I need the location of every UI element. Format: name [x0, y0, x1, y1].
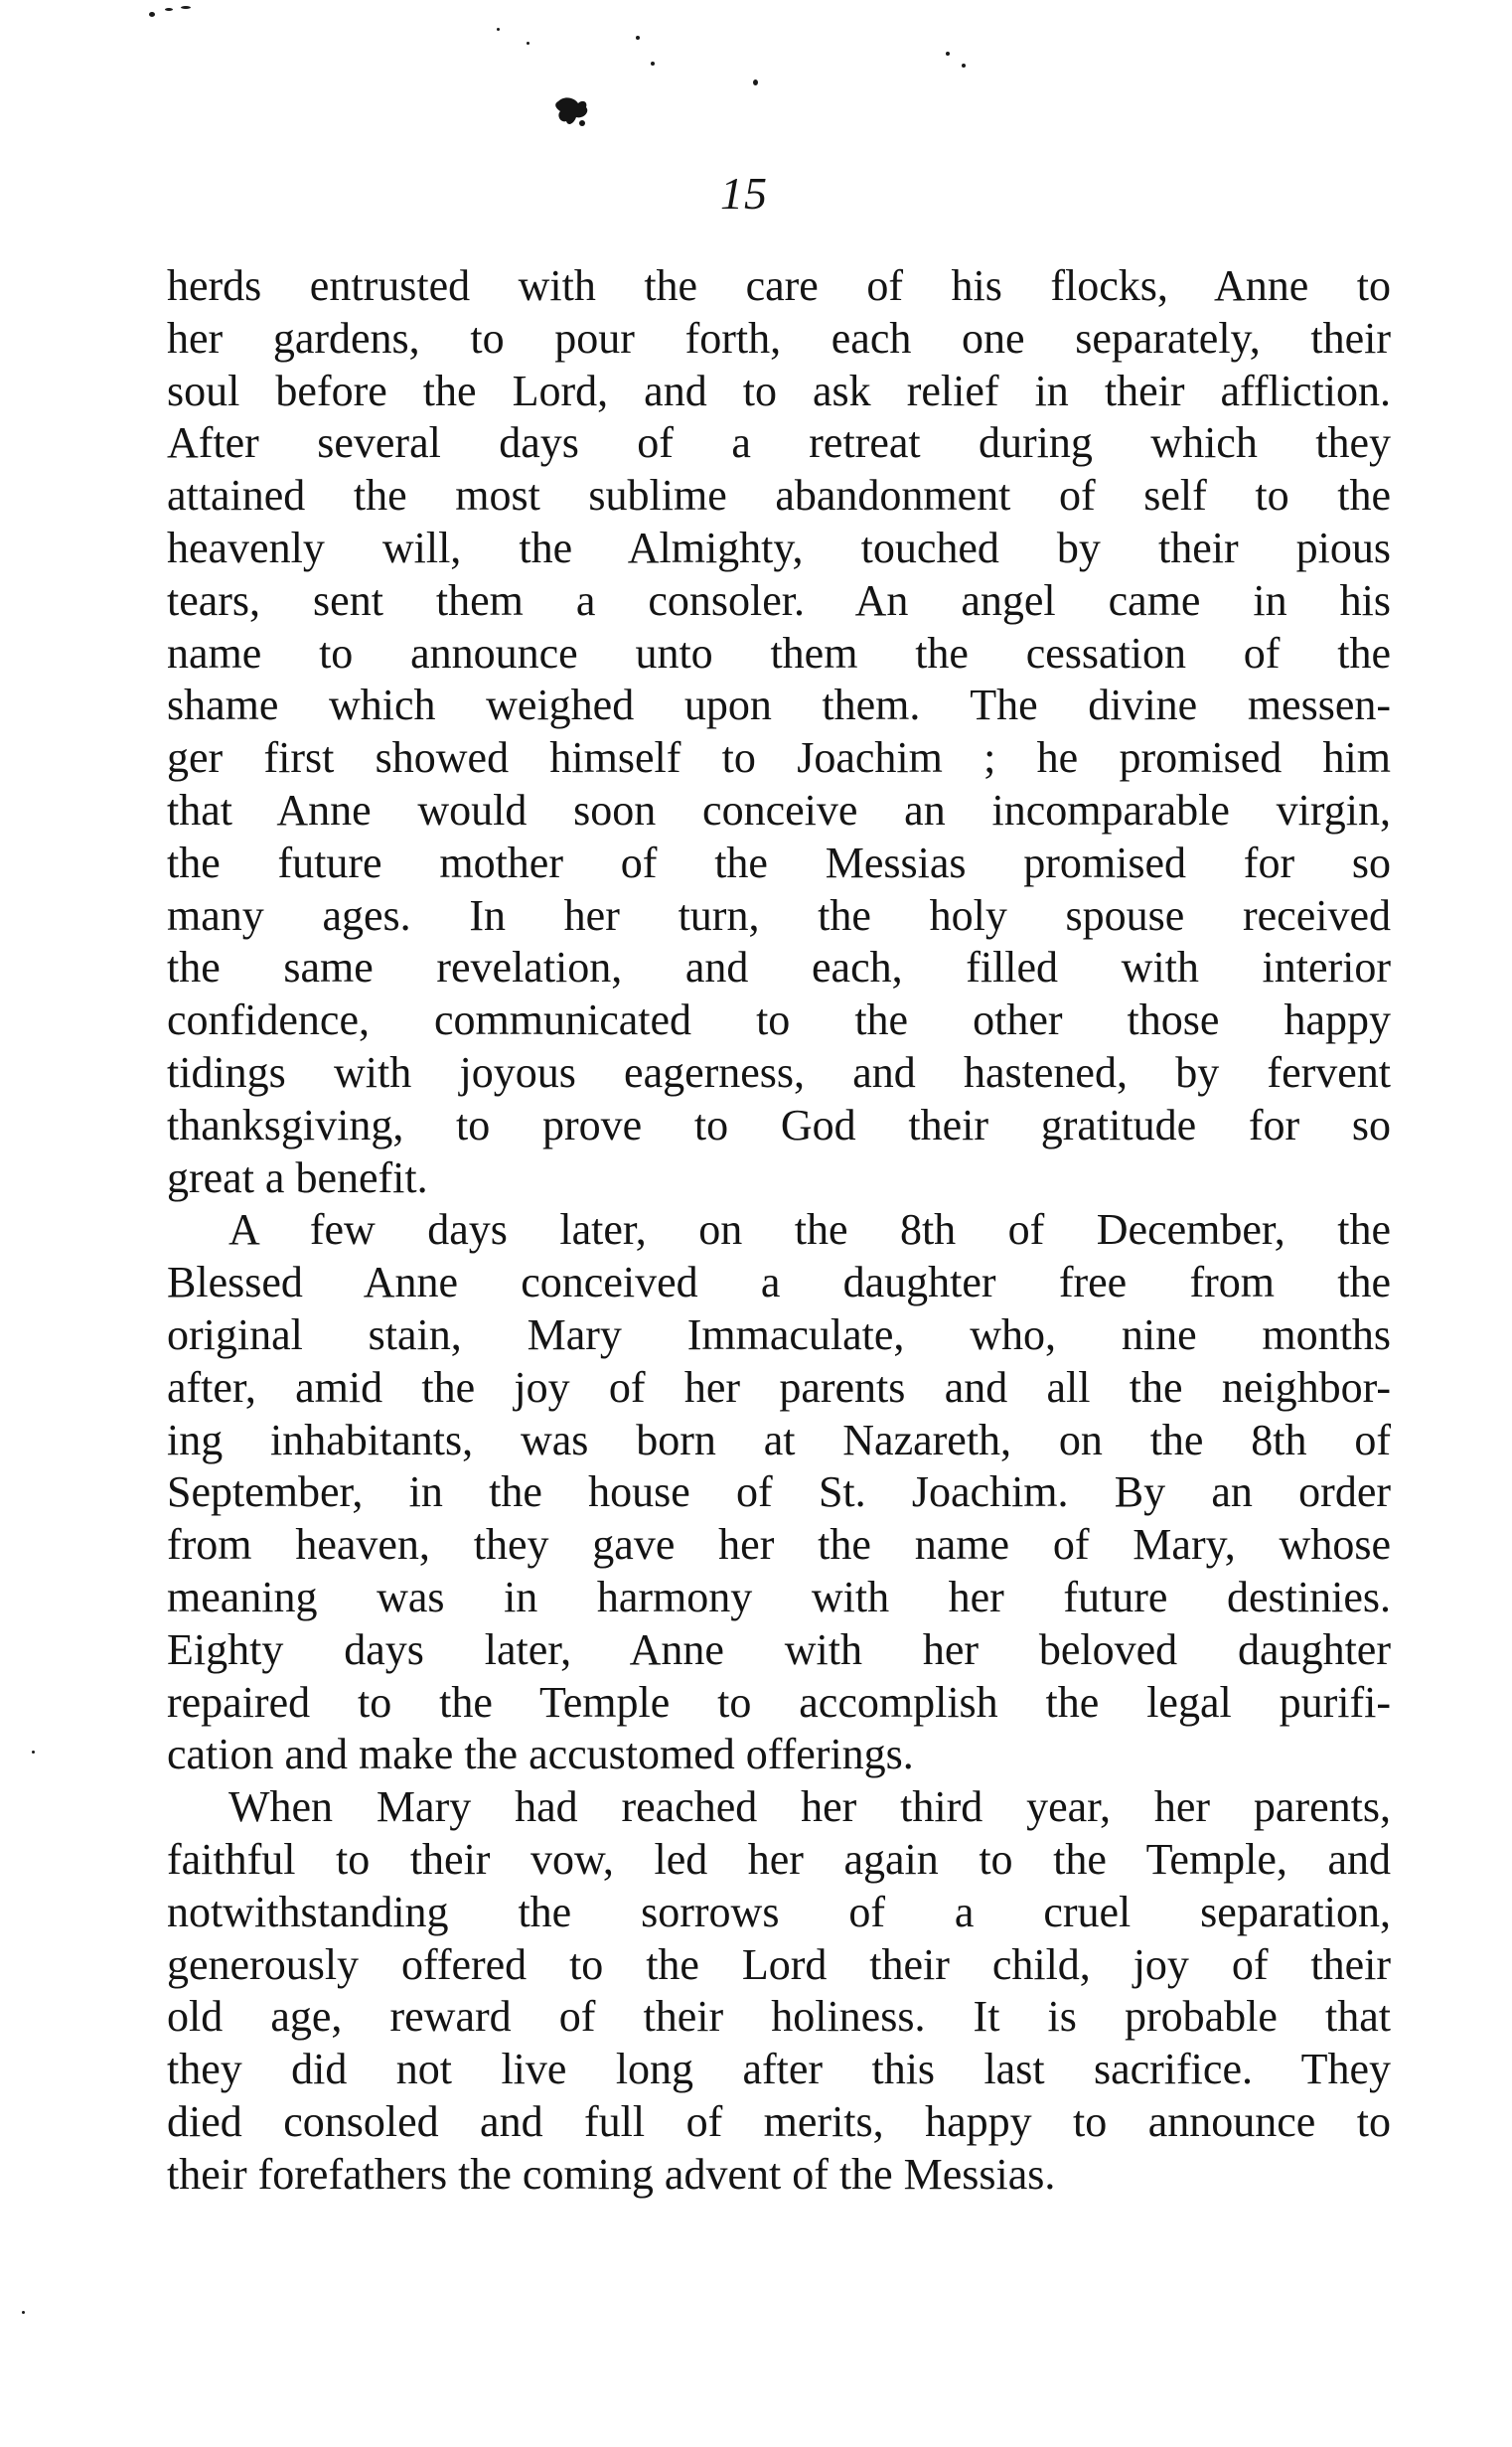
- scan-speck: [946, 52, 950, 56]
- scan-speck: [181, 6, 191, 9]
- text-line: herds entrusted with the care of his flocks, Anne to: [167, 261, 1391, 310]
- text-line: meaning was in harmony with her future destinies.: [167, 1572, 1391, 1621]
- text-line: tears, sent them a consoler. An angel came in his: [167, 575, 1391, 625]
- text-line: Blessed Anne conceived a daughter free from the: [167, 1258, 1391, 1307]
- text-line: Eighty days later, Anne with her beloved daughter: [167, 1624, 1391, 1674]
- text-line: When Mary had reached her third year, her parents,: [228, 1782, 1391, 1832]
- scan-speck: [22, 2311, 25, 2314]
- text-line: name to announce unto them the cessation of the: [167, 628, 1391, 678]
- text-line: they did not live long after this last sacrifice. They: [167, 2045, 1391, 2094]
- text-line: after, amid the joy of her parents and all the neighbor-: [167, 1362, 1391, 1412]
- text-line: ing inhabitants, was born at Nazareth, on the 8th of: [167, 1415, 1391, 1464]
- text-line: generously offered to the Lord their child, joy of their: [167, 1939, 1391, 1989]
- text-line: September, in the house of St. Joachim. By an order: [167, 1467, 1391, 1517]
- scan-speck: [165, 8, 173, 11]
- text-line: attained the most sublime abandonment of self to the: [167, 471, 1391, 521]
- text-line: After several days of a retreat during which they: [167, 418, 1391, 468]
- text-line: ger first showed himself to Joachim ; he promised him: [167, 733, 1391, 783]
- text-line: tidings with joyous eagerness, and hastened, by fervent: [167, 1047, 1391, 1097]
- page-number: 15: [720, 168, 768, 219]
- printer-ornament-icon: [552, 91, 592, 131]
- text-line: the future mother of the Messias promised for so: [167, 838, 1391, 887]
- text-line: heavenly will, the Almighty, touched by their pious: [167, 523, 1391, 572]
- text-line: died consoled and full of merits, happy to announce to: [167, 2096, 1391, 2146]
- text-line: their forefathers the coming advent of the Messias.: [167, 2149, 1056, 2199]
- text-line: soul before the Lord, and to ask relief in their affliction.: [167, 366, 1391, 415]
- text-line: original stain, Mary Immaculate, who, nine months: [167, 1309, 1391, 1359]
- body-text: [167, 260, 1391, 2201]
- text-line: cation and make the accustomed offerings.: [167, 1730, 914, 1779]
- text-line: faithful to their vow, led her again to the Temple, and: [167, 1834, 1391, 1884]
- text-line: repaired to the Temple to accomplish the legal purifi-: [167, 1677, 1391, 1727]
- text-line: notwithstanding the sorrows of a cruel separation,: [167, 1887, 1391, 1936]
- text-line: old age, reward of their holiness. It is probable that: [167, 1992, 1391, 2042]
- scan-speck: [32, 1751, 35, 1754]
- text-line: great a benefit.: [167, 1152, 428, 1202]
- text-line: confidence, communicated to the other those happy: [167, 995, 1391, 1045]
- scan-speck: [651, 62, 655, 66]
- text-line: shame which weighed upon them. The divine messen-: [167, 681, 1391, 730]
- text-line: her gardens, to pour forth, each one separately, their: [167, 313, 1391, 363]
- scan-speck: [962, 64, 966, 68]
- scan-speck: [149, 12, 155, 17]
- scan-speck: [636, 36, 640, 40]
- text-line: thanksgiving, to prove to God their gratitude for so: [167, 1100, 1391, 1149]
- scan-speck: [753, 79, 758, 85]
- text-line: A few days later, on the 8th of December, the: [228, 1205, 1391, 1255]
- scan-speck: [497, 28, 500, 31]
- text-line: that Anne would soon conceive an incomparable virgin,: [167, 785, 1391, 835]
- text-line: many ages. In her turn, the holy spouse received: [167, 890, 1391, 940]
- scan-speck: [527, 42, 529, 45]
- text-line: the same revelation, and each, filled with interior: [167, 943, 1391, 993]
- text-line: from heaven, they gave her the name of Mary, whose: [167, 1520, 1391, 1570]
